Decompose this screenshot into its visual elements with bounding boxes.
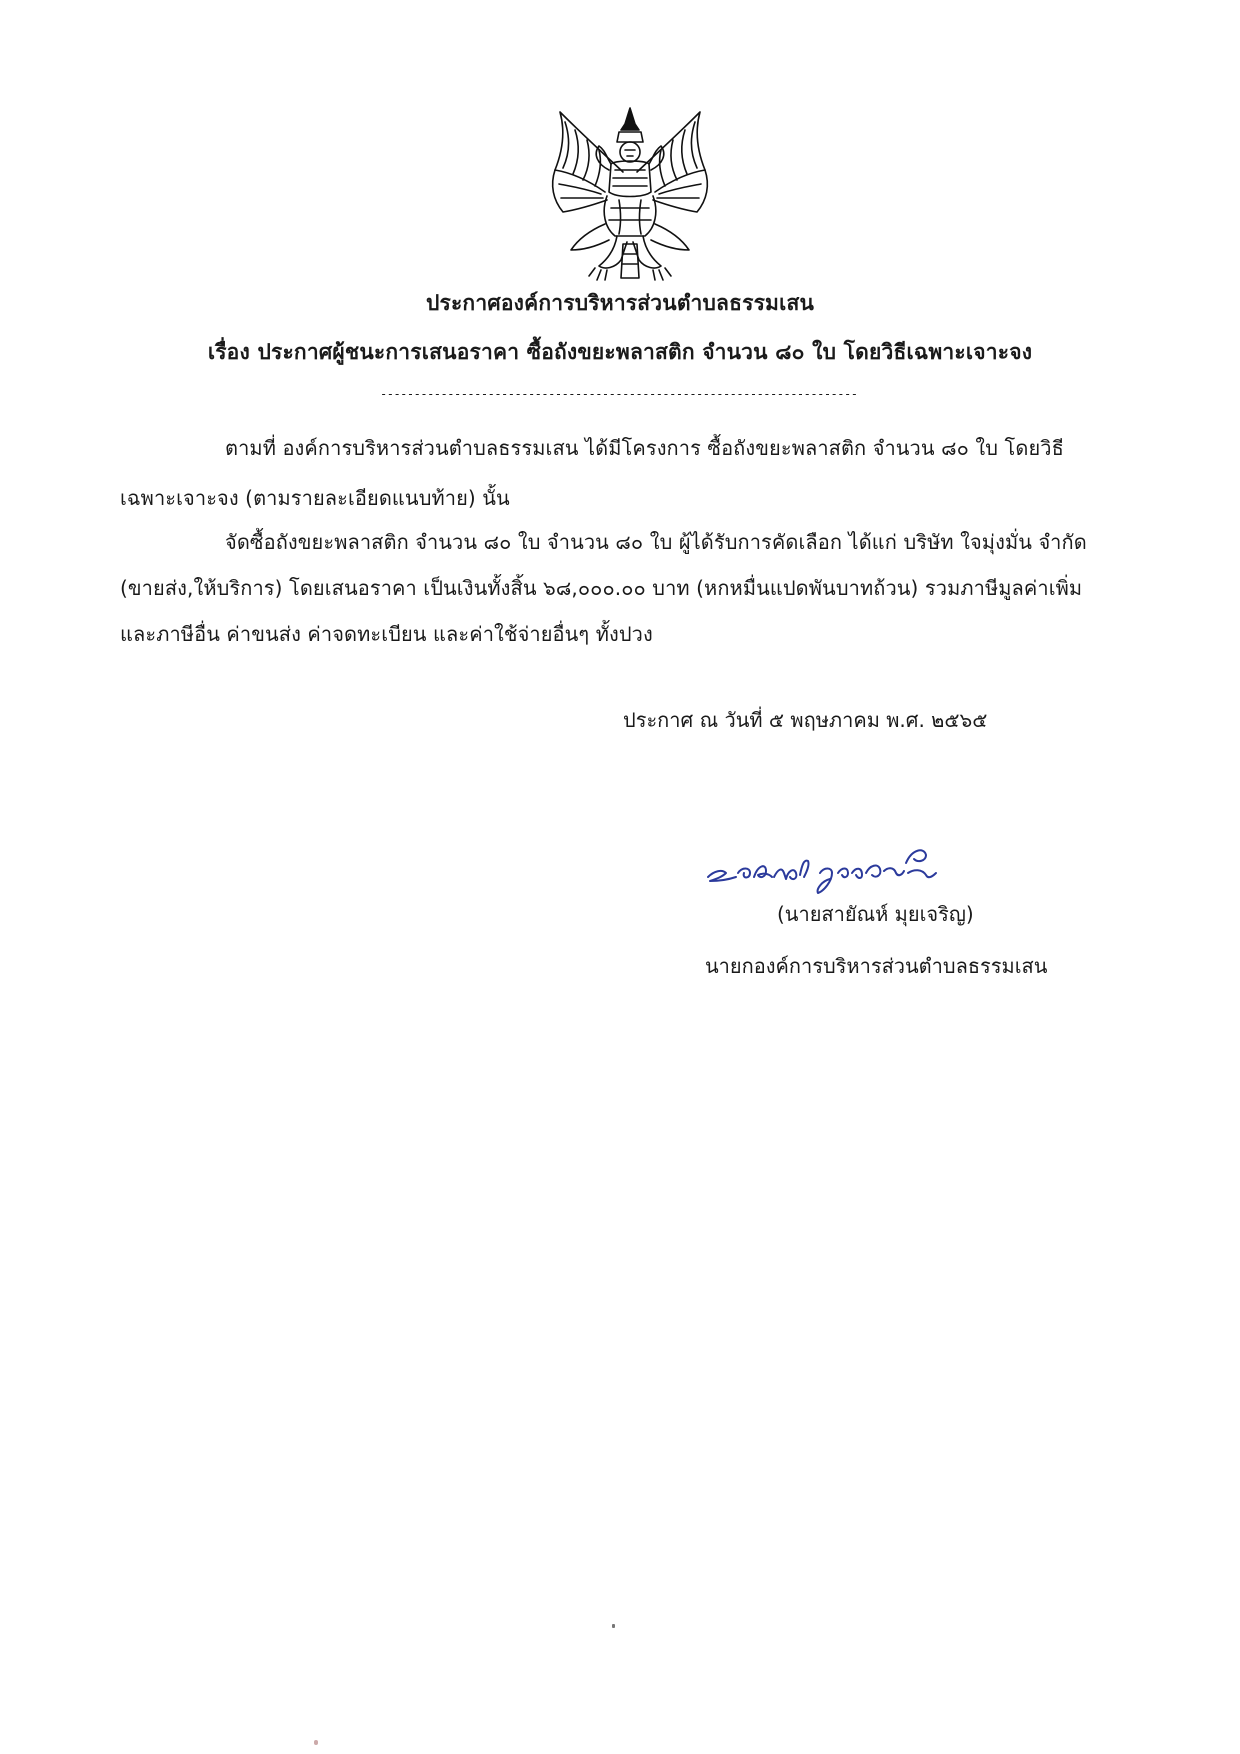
- body-line: และภาษีอื่น ค่าขนส่ง ค่าจดทะเบียน และค่าใช้จ่ายอื่นๆ ทั้งปวง: [120, 622, 653, 646]
- announcement-date: ประกาศ ณ วันที่ ๕ พฤษภาคม พ.ศ. ๒๕๖๕: [623, 708, 988, 732]
- scan-speck: [612, 1624, 615, 1628]
- announcement-title: ประกาศองค์การบริหารส่วนตำบลธรรมเสน: [425, 291, 815, 315]
- body-line: จัดซื้อถังขยะพลาสติก จำนวน ๘๐ ใบ จำนวน ๘๐ ใบ ผู้ได้รับการคัดเลือก ได้แก่ บริษัท ใจมุ่งมั่น จำกัด: [225, 530, 1087, 554]
- separator-line: -----------------------------------------------------------------------: [380, 387, 858, 401]
- signer-position: นายกองค์การบริหารส่วนตำบลธรรมเสน: [705, 954, 1048, 978]
- garuda-emblem-icon: [535, 100, 725, 285]
- signer-name: (นายสายัณห์ มุยเจริญ): [777, 902, 974, 926]
- scan-speck: [314, 1740, 318, 1745]
- body-line: ตามที่ องค์การบริหารส่วนตำบลธรรมเสน ได้มีโครงการ ซื้อถังขยะพลาสติก จำนวน ๘๐ ใบ โดยวิธี: [225, 436, 1064, 460]
- body-line: เฉพาะเจาะจง (ตามรายละเอียดแนบท้าย) นั้น: [120, 486, 510, 510]
- body-line: (ขายส่ง,ให้บริการ) โดยเสนอราคา เป็นเงินทั้งสิ้น ๖๘,๐๐๐.๐๐ บาท (หกหมื่นแปดพันบาทถ้วน) รวมภาษีมูลค่าเพิ่ม: [120, 576, 1083, 600]
- announcement-subject: เรื่อง ประกาศผู้ชนะการเสนอราคา ซื้อถังขยะพลาสติก จำนวน ๘๐ ใบ โดยวิธีเฉพาะเจาะจง: [207, 340, 1033, 364]
- handwritten-signature: [700, 833, 970, 895]
